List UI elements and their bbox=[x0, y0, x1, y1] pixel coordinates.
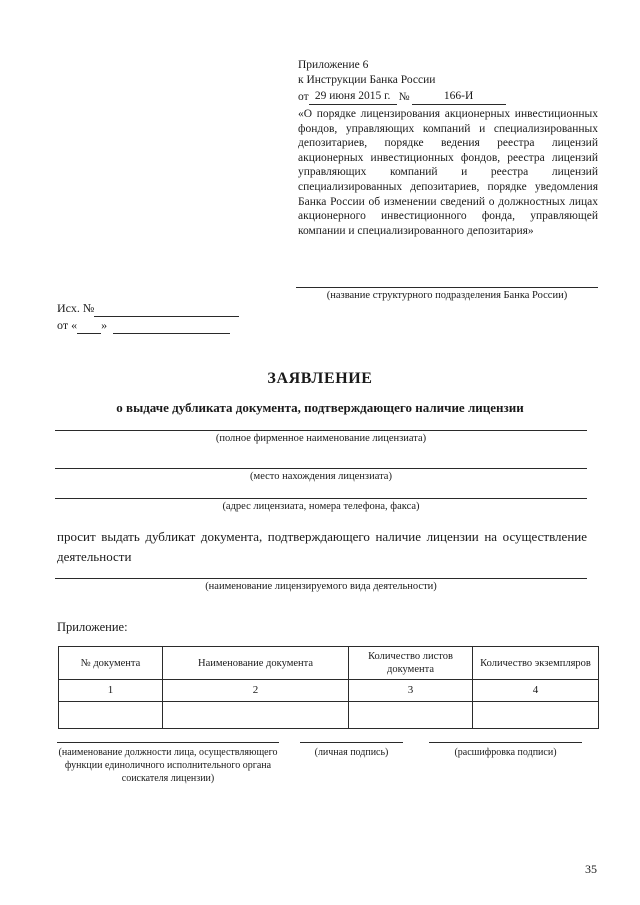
signature-transcript-caption: (расшифровка подписи) bbox=[454, 747, 557, 758]
personal-signature-caption: (личная подпись) bbox=[314, 747, 389, 758]
instruction-date-value[interactable]: 29 июня 2015 г. bbox=[309, 88, 397, 105]
structural-unit-rule[interactable] bbox=[296, 287, 598, 288]
instruction-date-number-line bbox=[298, 88, 598, 105]
licensee-address-field bbox=[55, 498, 587, 514]
outgoing-block bbox=[57, 300, 267, 334]
activity-name-field bbox=[55, 578, 587, 594]
header-reference-block bbox=[298, 58, 598, 238]
outgoing-date-label-end: » bbox=[101, 318, 108, 332]
page-subtitle: о выдаче дубликата документа, подтверждающего наличие лицензии bbox=[116, 400, 524, 415]
licensee-address-caption: (адрес лицензиата, номера телефона, факса) bbox=[222, 501, 420, 512]
instruction-label: к Инструкции Банка России bbox=[298, 73, 436, 86]
table-header-cell: Количество экземпляров bbox=[473, 647, 599, 680]
table-header-row bbox=[59, 647, 599, 680]
table-cell-empty[interactable] bbox=[473, 702, 599, 729]
personal-signature-input[interactable] bbox=[300, 742, 403, 743]
table-cell-empty[interactable] bbox=[349, 702, 473, 729]
signature-block bbox=[57, 742, 587, 784]
table-cell-empty[interactable] bbox=[59, 702, 163, 729]
outgoing-number-row bbox=[57, 300, 267, 317]
attachment-table bbox=[58, 646, 599, 729]
signer-position-input[interactable] bbox=[57, 742, 279, 743]
table-header-cell: Наименование документа bbox=[163, 647, 349, 680]
outgoing-date-row bbox=[57, 317, 267, 334]
table-cell-empty[interactable] bbox=[163, 702, 349, 729]
request-paragraph: просит выдать дубликат документа, подтверждающего наличие лицензии на осуществление деятельности bbox=[57, 529, 587, 564]
date-prefix: от bbox=[298, 91, 309, 103]
outgoing-date-label-start: от « bbox=[57, 318, 78, 332]
table-cell: 1 bbox=[59, 680, 163, 702]
table-row bbox=[59, 702, 599, 729]
table-row bbox=[59, 680, 599, 702]
table-header-cell: № документа bbox=[59, 647, 163, 680]
page-number: 35 bbox=[585, 862, 597, 876]
outgoing-number-label: Исх. № bbox=[57, 301, 95, 315]
licensee-name-field bbox=[55, 430, 587, 446]
licensee-location-caption: (место нахождения лицензиата) bbox=[250, 471, 392, 482]
structural-unit-caption: (название структурного подразделения Банка России) bbox=[326, 290, 568, 301]
outgoing-day-input[interactable] bbox=[77, 320, 101, 334]
outgoing-month-year-input[interactable] bbox=[113, 320, 230, 334]
table-header-cell: Количество листов документа bbox=[349, 647, 473, 680]
signer-position-caption: (наименование должности лица, осуществляющего функции единоличного исполнительного органа соискателя лицензии) bbox=[58, 747, 278, 784]
activity-name-caption: (наименование лицензируемого вида деятельности) bbox=[205, 581, 437, 592]
appendix-label: Приложение 6 bbox=[298, 59, 369, 71]
licensee-location-field bbox=[55, 468, 587, 484]
table-cell: 3 bbox=[349, 680, 473, 702]
signature-rules bbox=[57, 742, 587, 744]
outgoing-number-input[interactable] bbox=[94, 303, 239, 317]
licensee-name-caption: (полное фирменное наименование лицензиата) bbox=[215, 433, 427, 444]
instruction-number-value[interactable]: 166-И bbox=[412, 88, 506, 105]
table-cell: 4 bbox=[473, 680, 599, 702]
attachment-label: Приложение: bbox=[57, 620, 128, 634]
number-symbol: № bbox=[398, 91, 410, 103]
page-title: ЗАЯВЛЕНИЕ bbox=[267, 370, 373, 387]
signature-transcript-input[interactable] bbox=[429, 742, 582, 743]
instruction-title-quote: «О порядке лицензирования акционерных инвестиционных фондов, управляющих компаний и специализированных депозитариев, порядке ведения реестра лицензий акционерных инвестиционных фондов, реестра лицензий управляющих компаний и реестра лицензий специализированных депозитариев, порядке уведомления Банка России об изменении сведений о должностных лицах акционерного инвестиционного фонда, управляющей компании и специализированного депозитария» bbox=[298, 108, 598, 237]
table-cell: 2 bbox=[163, 680, 349, 702]
